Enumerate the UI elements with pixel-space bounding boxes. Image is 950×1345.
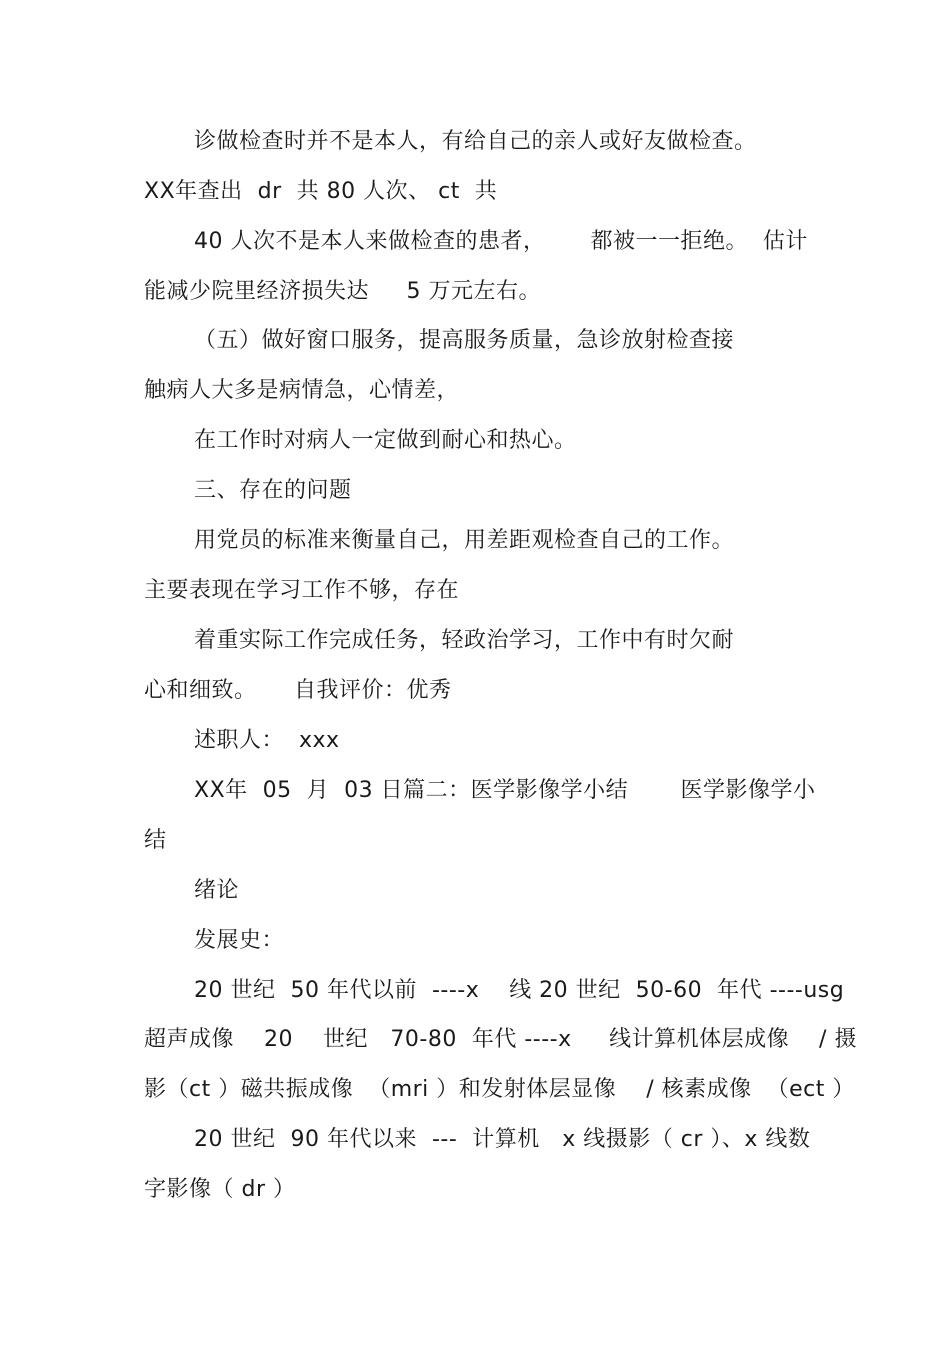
text-line: 能减少院里经济损失达 5 万元左右。 — [144, 279, 541, 304]
text-line: 发展史： — [194, 928, 285, 953]
text-line: 20 世纪 50 年代以前 ----x 线 20 世纪 50-60 年代 ----usg — [194, 978, 845, 1003]
text-line: 超声成像 20 世纪 70-80 年代 ----x 线计算机体层成像 / 摄 — [144, 1027, 857, 1052]
text-line: 着重实际工作完成任务，轻政治学习，工作中有时欠耐 — [194, 628, 735, 653]
text-line: 用党员的标准来衡量自己，用差距观检查自己的工作。 — [194, 528, 735, 553]
text-line: 影（ct ）磁共振成像 （mri ）和发射体层显像 / 核素成像 （ect ） — [144, 1077, 855, 1102]
text-line: 述职人： xxx — [194, 728, 340, 753]
section-heading: 三、存在的问题 — [194, 478, 352, 503]
text-line: （五）做好窗口服务，提高服务质量，急诊放射检查接 — [194, 328, 735, 353]
text-line: XX年查出 dr 共 80 人次、 ct 共 — [144, 179, 498, 204]
text-line: 字影像（ dr ） — [144, 1177, 296, 1202]
text-line: 20 世纪 90 年代以来 --- 计算机 x 线摄影（ cr ）、x 线数 — [194, 1127, 811, 1152]
text-line: 结 — [144, 828, 167, 853]
text-line: 诊做检查时并不是本人，有给自己的亲人或好友做检查。 — [194, 129, 757, 154]
text-line: 主要表现在学习工作不够，存在 — [144, 578, 460, 603]
text-line: 在工作时对病人一定做到耐心和热心。 — [194, 428, 577, 453]
section-heading: 绪论 — [194, 878, 240, 903]
text-line: 心和细致。 自我评价：优秀 — [144, 678, 452, 703]
text-line: 触病人大多是病情急，心情差， — [144, 378, 460, 403]
text-line: 40 人次不是本人来做检查的患者， 都被一一拒绝。 估计 — [194, 229, 808, 254]
text-line: XX年 05 月 03 日篇二：医学影像学小结 医学影像学小 — [194, 778, 816, 803]
